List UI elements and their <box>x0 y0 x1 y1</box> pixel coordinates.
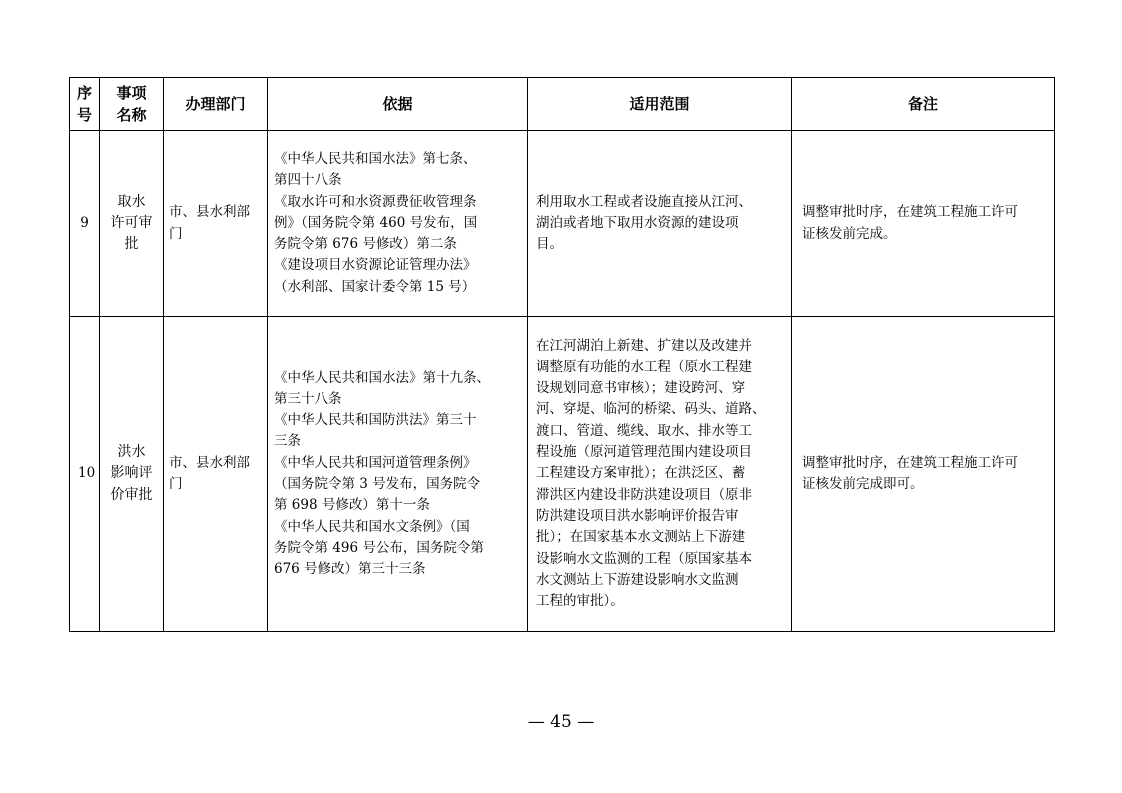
remark: 调整审批时序，在建筑工程施工许可 证核发前完成。 <box>792 131 1055 317</box>
header-scope: 适用范围 <box>528 78 792 131</box>
legal-basis: 《中华人民共和国水法》第七条、 第四十八条 《取水许可和水资源费征收管理条 例》（国务院令第 460 号发布，国 务院令第 676 号修改）第二条 《建设项目水资源论证管理办法》 （水利部、国家计委令第 15 号） <box>268 131 528 317</box>
item-name: 取水 许可审 批 <box>100 131 164 317</box>
table-row <box>70 317 1055 632</box>
applicable-scope: 利用取水工程或者设施直接从江河、 湖泊或者地下取用水资源的建设项 目。 <box>528 131 792 317</box>
legal-basis: 《中华人民共和国水法》第十九条、 第三十八条 《中华人民共和国防洪法》第三十 三条 《中华人民共和国河道管理条例》 （国务院令第 3 号发布，国务院令 第 698 号修改）第十一条 《中华人民共和国水文条例》（国 务院令第 496 号公布，国务院令第 676 号修改）第三十三条 <box>268 317 528 632</box>
table-row <box>70 131 1055 317</box>
remark: 调整审批时序，在建筑工程施工许可 证核发前完成即可。 <box>792 317 1055 632</box>
row-number: 10 <box>70 317 100 632</box>
item-name: 洪水 影响评 价审批 <box>100 317 164 632</box>
table-header-row <box>70 78 1055 131</box>
header-name: 事项 名称 <box>100 78 164 131</box>
header-no: 序 号 <box>70 78 100 131</box>
row-number: 9 <box>70 131 100 317</box>
handling-department: 市、县水利部 门 <box>164 131 268 317</box>
header-basis: 依据 <box>268 78 528 131</box>
applicable-scope: 在江河湖泊上新建、扩建以及改建并 调整原有功能的水工程（原水工程建 设规划同意书审核）；建设跨河、穿 河、穿堤、临河的桥梁、码头、道路、 渡口、管道、缆线、取水、排水等工 程设施（原河道管理范围内建设项目 工程建设方案审批）；在洪泛区、蓄 滞洪区内建设非防洪建设项目（原非 防洪建设项目洪水影响评价报告审 批）；在国家基本水文测站上下游建 设影响水文监测的工程（原国家基本 水文测站上下游建设影响水文监测 工程的审批）。 <box>528 317 792 632</box>
header-dept: 办理部门 <box>164 78 268 131</box>
handling-department: 市、县水利部 门 <box>164 317 268 632</box>
header-remark: 备注 <box>792 78 1055 131</box>
approval-items-table <box>69 77 1055 632</box>
page-number: — 45 — <box>527 712 595 732</box>
